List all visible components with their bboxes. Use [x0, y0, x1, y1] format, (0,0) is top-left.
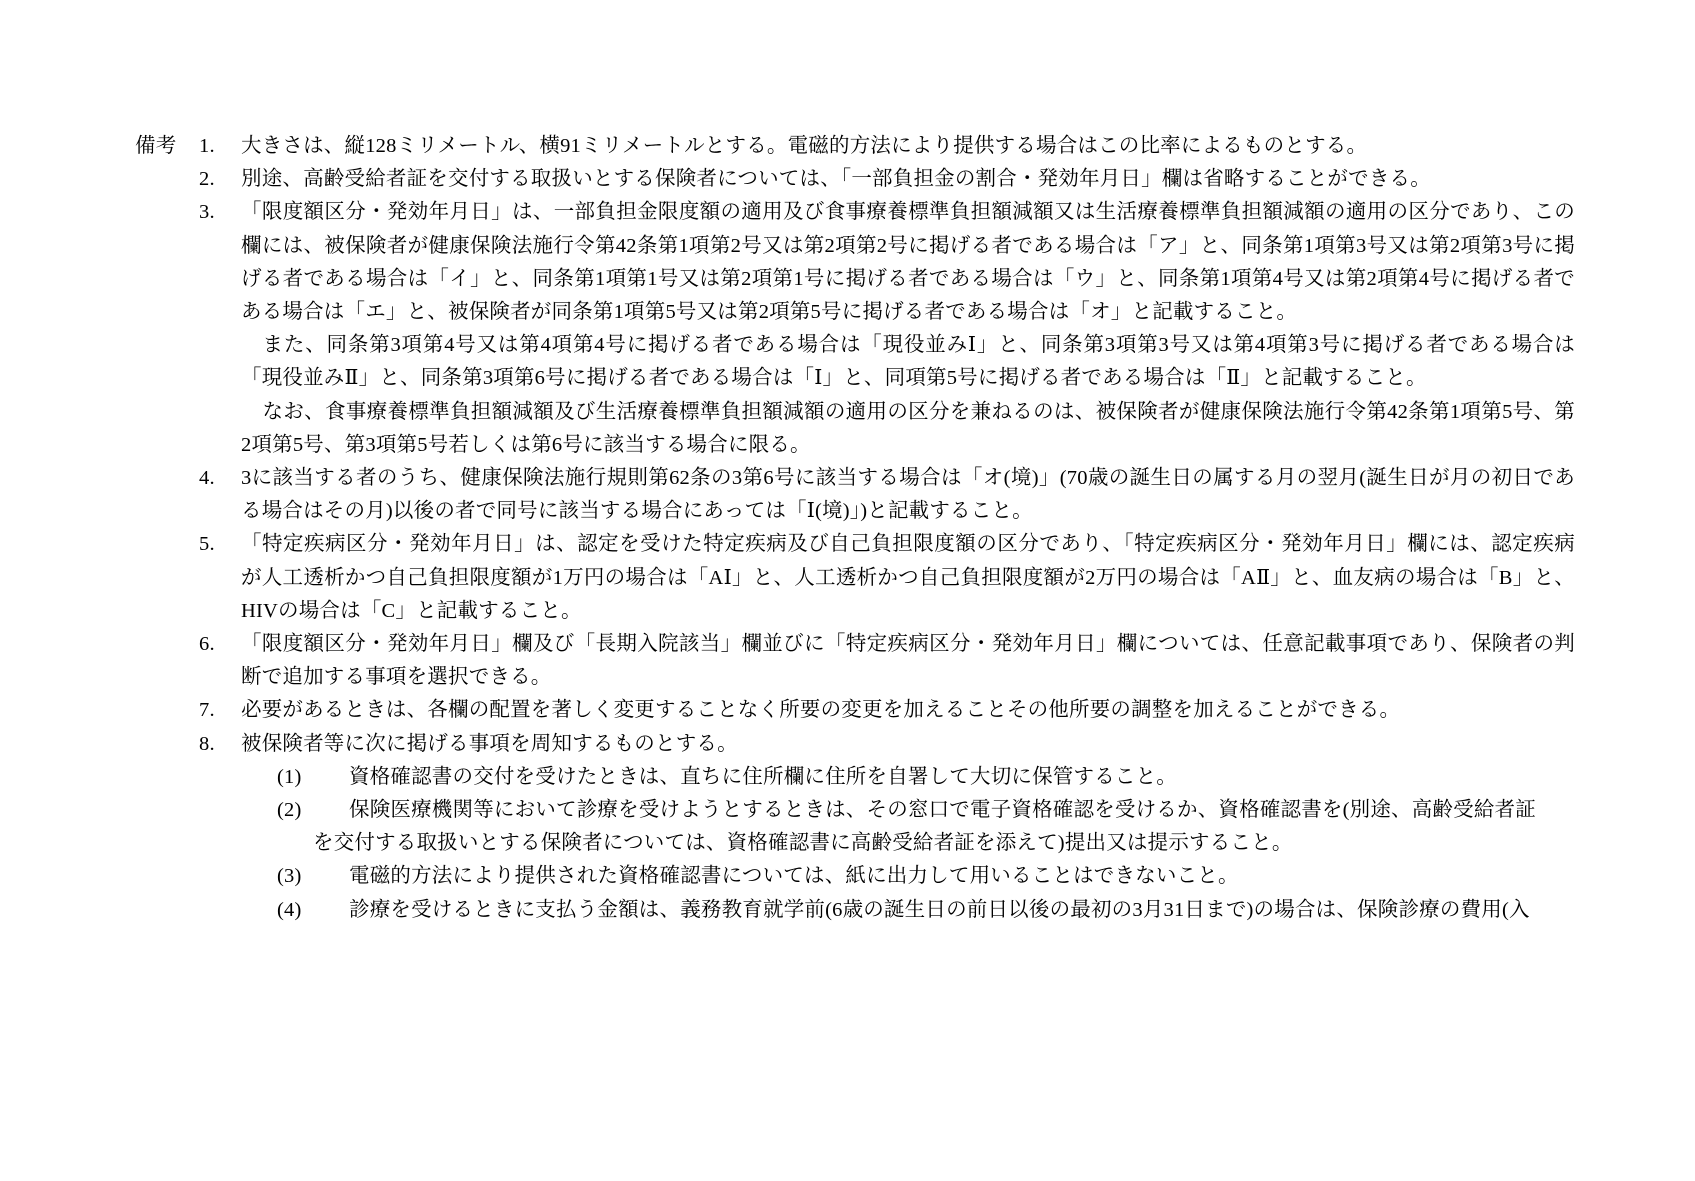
- remarks-item-number: 1.: [199, 135, 215, 157]
- remarks-sub-item-text: 資格確認書の交付を受けたときは、直ちに住所欄に住所を自署して大切に保管すること。: [349, 765, 1177, 788]
- remarks-item-body: [241, 196, 1575, 462]
- remarks-paragraph: 被保険者等に次に掲げる事項を周知するものとする。: [241, 732, 738, 755]
- remarks-sub-item-1: [277, 761, 1575, 794]
- remarks-paragraph: 「限度額区分・発効年月日」は、一部負担金限度額の適用及び食事療養標準負担額減額又は生活療養標準負担額減額の適用の区分であり、この欄には、被保険者が健康保険法施行令第42条第1項第2号又は第2項第2号に掲げる者である場合は「ア」と、同条第1項第3号又は第2項第3号に掲げる者である場合は「イ」と、同条第1項第1号又は第2項第1号に掲げる者である場合は「ウ」と、同条第1項第4号又は第2項第4号に掲げる者である場合は「エ」と、被保険者が同条第1項第5号又は第2項第5号に掲げる者である場合は「オ」と記載すること。: [241, 201, 1575, 324]
- remarks-sub-item-2: [277, 794, 1575, 827]
- remarks-section: [135, 130, 1575, 927]
- remarks-item-5: [199, 528, 1575, 628]
- remarks-label: 備考: [135, 135, 177, 157]
- remarks-paragraph: 「限度額区分・発効年月日」欄及び「長期入院該当」欄並びに「特定疾病区分・発効年月日」欄については、任意記載事項であり、保険者の判断で追加する事項を選択できる。: [241, 633, 1575, 689]
- remarks-item-6: [199, 628, 1575, 694]
- remarks-paragraph: 大きさは、縦128ミリメートル、横91ミリメートルとする。電磁的方法により提供する場合はこの比率によるものとする。: [241, 135, 1368, 157]
- remarks-paragraph: 「特定疾病区分・発効年月日」は、認定を受けた特定疾病及び自己負担限度額の区分であり、「特定疾病区分・発効年月日」欄には、認定疾病が人工透析かつ自己負担限度額が1万円の場合は「AⅠ」と、人工透析かつ自己負担限度額が2万円の場合は「AⅡ」と、血友病の場合は「B」と、HIVの場合は「C」と記載すること。: [241, 533, 1575, 622]
- remarks-paragraph: なお、食事療養標準負担額減額及び生活療養標準負担額減額の適用の区分を兼ねるのは、被保険者が健康保険法施行令第42条第1項第5号、第2項第5号、第3項第5号若しくは第6号に該当する場合に限る。: [241, 400, 1575, 456]
- remarks-item-body: [241, 628, 1575, 694]
- remarks-item-body: [241, 728, 1575, 927]
- remarks-paragraph: また、同条第3項第4号又は第4項第4号に掲げる者である場合は「現役並みⅠ」と、同条第3項第3号又は第4項第3号に掲げる者である場合は「現役並みⅡ」と、同条第3項第6号に掲げる者である場合は「Ⅰ」と、同項第5号に掲げる者である場合は「Ⅱ」と記載すること。: [241, 334, 1575, 390]
- remarks-item-2: [199, 163, 1575, 196]
- remarks-sub-item-number: (2): [277, 799, 302, 822]
- remarks-sub-item-3: [277, 860, 1575, 893]
- remarks-sub-item-number: (1): [277, 765, 302, 788]
- remarks-item-3: [199, 196, 1575, 462]
- remarks-item-1: [199, 130, 1575, 163]
- remarks-item-4: [199, 462, 1575, 528]
- remarks-sub-item-4: [277, 894, 1575, 927]
- remarks-item-8: [199, 728, 1575, 927]
- remarks-sub-item-text: 診療を受けるときに支払う金額は、義務教育就学前(6歳の誕生日の前日以後の最初の3月31日まで)の場合は、保険診療の費用(入: [349, 898, 1530, 921]
- remarks-item-body: [241, 694, 1575, 727]
- remarks-paragraph: 必要があるときは、各欄の配置を著しく変更することなく所要の変更を加えることその他所要の調整を加えることができる。: [241, 699, 1401, 722]
- remarks-item-body: [241, 528, 1575, 628]
- remarks-sub-item-text: 保険医療機関等において診療を受けようとするときは、その窓口で電子資格確認を受けるか、資格確認書を(別途、高齢受給者証: [349, 799, 1536, 822]
- remarks-header-row: [135, 130, 1575, 927]
- remarks-sub-item-2-continuation: を交付する取扱いとする保険者については、資格確認書に高齢受給者証を添えて)提出又は提示すること。: [313, 832, 1293, 855]
- remarks-item-number: 8.: [199, 732, 215, 755]
- remarks-sub-item-number: (4): [277, 898, 302, 921]
- remarks-paragraph: 3に該当する者のうち、健康保険法施行規則第62条の3第6号に該当する場合は「オ(境)」(70歳の誕生日の属する月の翌月(誕生日が月の初日である場合はその月)以後の者で同号に該当する場合にあっては「Ⅰ(境)」)と記載すること。: [241, 467, 1575, 523]
- remarks-item-list: [199, 130, 1575, 927]
- remarks-item-body: [241, 462, 1575, 528]
- remarks-sub-item-list: [241, 761, 1575, 927]
- remarks-item-number: 4.: [199, 467, 215, 490]
- remarks-item-number: 2.: [199, 168, 215, 191]
- remarks-item-number: 6.: [199, 633, 215, 656]
- remarks-item-body: [241, 163, 1575, 196]
- remarks-item-7: [199, 694, 1575, 727]
- remarks-item-number: 7.: [199, 699, 215, 722]
- remarks-item-body: [241, 130, 1575, 163]
- remarks-item-number: 5.: [199, 533, 215, 556]
- remarks-item-number: 3.: [199, 201, 215, 224]
- remarks-paragraph: 別途、高齢受給者証を交付する取扱いとする保険者については、「一部負担金の割合・発効年月日」欄は省略することができる。: [241, 168, 1431, 191]
- remarks-sub-item-text: 電磁的方法により提供された資格確認書については、紙に出力して用いることはできないこと。: [349, 865, 1239, 888]
- remarks-sub-item-number: (3): [277, 865, 302, 888]
